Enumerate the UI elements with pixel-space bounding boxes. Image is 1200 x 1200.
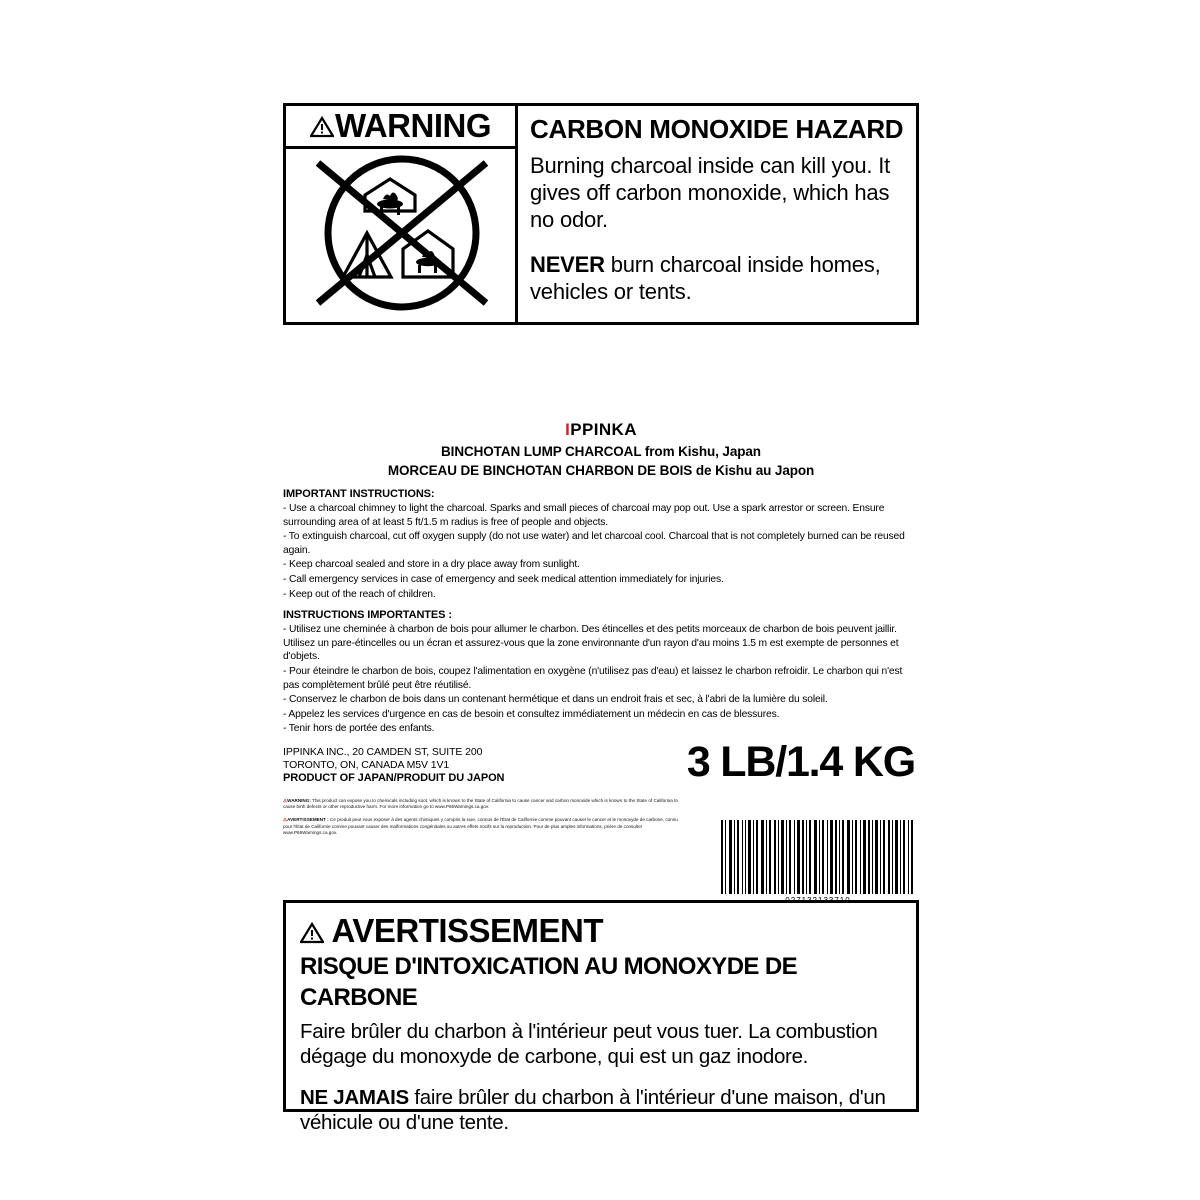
instruction-item: - Appelez les services d'urgence en cas de besoin et consultez immédiatement un médecin en cas de blessures.: [283, 708, 780, 720]
instruction-item: - Use a charcoal chimney to light the charcoal. Sparks and small pieces of charcoal may pop out. Use a spark arrestor or screen. Ensure surrounding area of at least 5 ft/1.5 m radius is free of people and objects.: [283, 503, 885, 528]
prop65-english-heading: [283, 798, 311, 803]
net-weight: 3 LB/1.4 KG: [686, 737, 915, 786]
avertissement-paragraph-2-rest: faire brûler du charbon à l'intérieur d'une maison, d'un véhicule ou d'une tente.: [300, 1086, 886, 1134]
instructions-heading-english: IMPORTANT INSTRUCTIONS:: [283, 488, 435, 500]
brand-rest: PPINKA: [570, 420, 637, 439]
warning-body: [530, 152, 906, 305]
avertissement-paragraph-2: [300, 1085, 904, 1135]
instructions-list-english: [283, 502, 919, 601]
prop65-english: [283, 798, 683, 810]
avertissement-body: [300, 1019, 904, 1135]
warning-triangle-icon: [310, 108, 334, 146]
instruction-item: - To extinguish charcoal, cut off oxygen supply (do not use water) and let charcoal cool. Charcoal that is not completely burned can be reused again.: [283, 531, 905, 556]
brand-name: [283, 420, 919, 440]
instruction-item: - Call emergency services in case of emergency and seek medical attention immediately for injuries.: [283, 573, 724, 585]
instruction-item: - Tenir hors de portée des enfants.: [283, 723, 435, 735]
instructions-heading-french: INSTRUCTIONS IMPORTANTES :: [283, 609, 452, 622]
instruction-item: - Conservez le charbon de bois dans un contenant hermétique et dans un endroit frais et sec, à l'abri de la lumière du soleil.: [283, 694, 828, 706]
avertissement-signal-word-row: [300, 911, 904, 951]
instructions-list-french: [283, 623, 919, 736]
warning-text-column: [518, 106, 916, 322]
no-charcoal-indoors-pictogram: [286, 149, 515, 322]
warning-signal-word-row: [286, 106, 515, 149]
warning-paragraph-2: [530, 251, 906, 305]
instruction-item: - Keep out of the reach of children.: [283, 588, 436, 600]
product-name-english: BINCHOTAN LUMP CHARCOAL from Kishu, Japan: [441, 444, 761, 459]
avertissement-paragraph-1: Faire brûler du charbon à l'intérieur peut vous tuer. La combustion dégage du monoxyde de carbone, qui est un gaz inodore.: [300, 1020, 878, 1068]
footer-row: [283, 737, 919, 794]
prop65-french-heading: [283, 817, 329, 822]
country-of-origin: PRODUCT OF JAPAN/PRODUIT DU JAPON: [283, 771, 505, 784]
prop65-french: [283, 817, 683, 836]
prop65-french-text: Ce produit peut vous exposer à des agents chimiques y compris la suie, connus de l'État de Californie comme pouvant causer le cancer et le monoxyde de carbone, connu pour l'État de Californie comme pouvant causer des malformations congénitales ou autres effets nocifs sur la reproduction. Pour de plus amples informations, prière de consulter www.P65Warnings.ca.gov.: [283, 817, 678, 835]
warning-paragraph-1: Burning charcoal inside can kill you. It gives off carbon monoxide, which has no odor.: [530, 153, 891, 232]
product-name-french: MORCEAU DE BINCHOTAN CHARBON DE BOIS de Kishu au Japon: [387, 463, 815, 478]
prop65-triangle-icon-fr: ⚠: [283, 817, 288, 823]
prop65-english-text: This product can expose you to chemicals including soot, which is known to the State of California to cause cancer and carbon monoxide which is known to the State of California to cause birth defects or other reproductive harm. For more information go to www.P65Warnings.ca.gov.: [283, 797, 678, 810]
prop65-triangle-icon: ⚠: [283, 797, 288, 803]
warning-panel-french: [283, 900, 919, 1134]
company-address: [283, 746, 504, 785]
instruction-item: - Keep charcoal sealed and store in a dry place away from sunlight.: [283, 559, 580, 571]
warning-signal-word: WARNING: [335, 107, 491, 144]
avertissement-signal-word: AVERTISSEMENT: [331, 912, 604, 949]
address-line-1: IPPINKA INC., 20 CAMDEN ST, SUITE 200: [283, 745, 483, 758]
barcode-image: [719, 820, 915, 894]
avertissement-triangle-icon: [300, 912, 331, 949]
warning-signal-column: [286, 106, 518, 322]
warning-never-emphasis: NEVER: [530, 252, 605, 277]
prop65-english-head-text: WARNING:: [287, 797, 311, 803]
warning-panel-english: [283, 103, 919, 325]
instruction-item: - Utilisez une cheminée à charbon de bois pour allumer le charbon. Des étincelles et des petits morceaux de charbon de bois peuvent jaillir. Utilisez un pare-étincelles ou un écran et assurez-vous que la zone environnante d'un rayon d'au moins 1.5 m est exempte de personnes et d'objets.: [283, 624, 899, 663]
warning-paragraph-2-rest: burn charcoal inside homes, vehicles or tents.: [530, 252, 881, 304]
address-line-2: TORONTO, ON, CANADA M5V 1V1: [283, 758, 450, 771]
warning-hazard-title: CARBON MONOXIDE HAZARD: [530, 114, 904, 144]
avertissement-hazard-title: RISQUE D'INTOXICATION AU MONOXYDE DE CARBONE: [300, 953, 798, 1011]
instruction-item: - Pour éteindre le charbon de bois, coupez l'alimentation en oxygène (n'utilisez pas d'eau) et laissez le charbon refroidir. Le charbon qui n'est pas complètement brûlé peut être réutilisé.: [283, 665, 903, 691]
prop65-warnings: [283, 798, 683, 836]
barcode-area: [719, 820, 917, 905]
brand-first-letter: I: [565, 420, 571, 439]
product-label-block: [283, 420, 919, 843]
avertissement-never-emphasis: NE JAMAIS: [300, 1086, 409, 1109]
prop65-french-head-text: AVERTISSEMENT :: [287, 817, 329, 823]
